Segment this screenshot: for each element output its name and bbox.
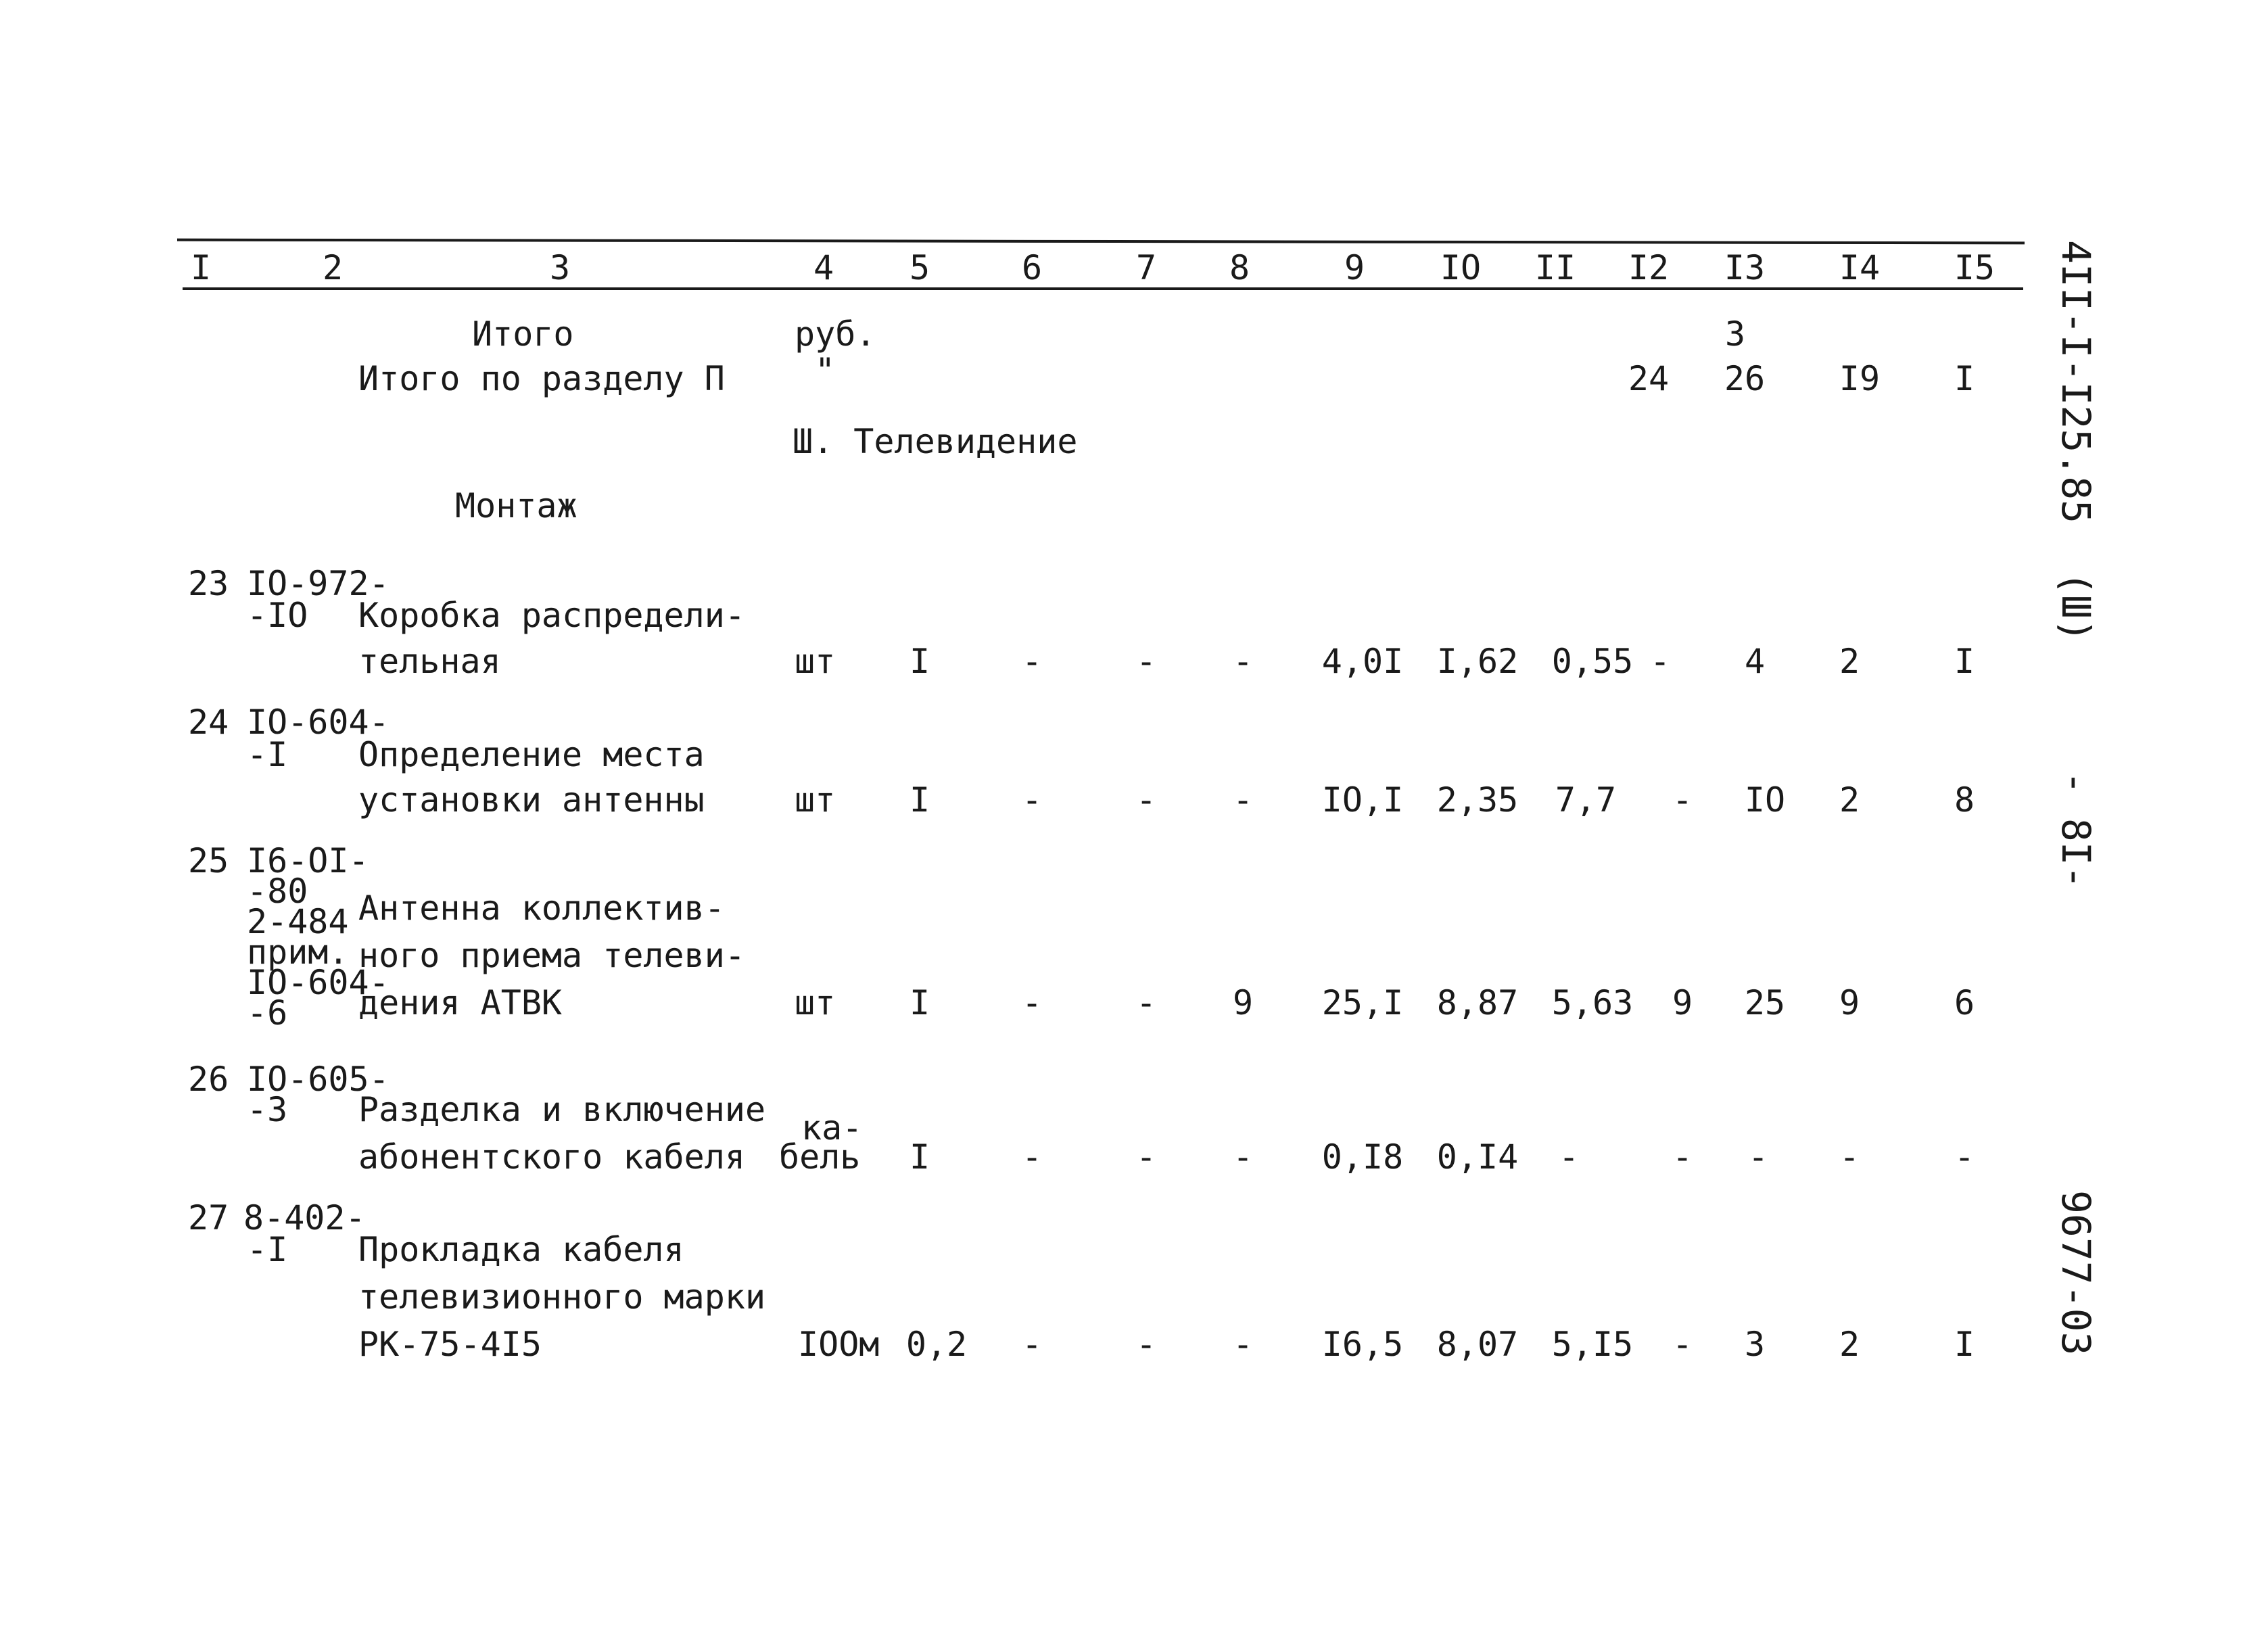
row-col-8: -: [1232, 642, 1254, 681]
header-col-3: 3: [549, 248, 571, 287]
row-col-14: 2: [1839, 780, 1860, 820]
itogo-section-label: Итого по разделу П: [358, 359, 725, 398]
header-col-14: I4: [1839, 248, 1881, 287]
row-unit: бель: [779, 1137, 861, 1177]
row-col-13: 3: [1744, 1325, 1766, 1364]
row-col-6: -: [1021, 1325, 1043, 1364]
row-code: -IO: [247, 596, 308, 635]
row-number: 23: [188, 564, 229, 603]
row-code: -80: [247, 872, 308, 911]
row-col-11: 0,55: [1551, 642, 1634, 681]
row-code: -I: [247, 1230, 288, 1269]
row-col-9: 0,I8: [1321, 1137, 1404, 1177]
itogo-section-col-12: 24: [1628, 359, 1670, 398]
row-name: Разделка и включение: [358, 1090, 766, 1129]
header-col-10: IO: [1440, 248, 1482, 287]
row-name: абонентского кабеля: [358, 1137, 745, 1177]
row-code: IO-605-: [247, 1060, 389, 1099]
row-number: 24: [188, 703, 229, 742]
row-col-13: IO: [1744, 780, 1786, 820]
row-code: I6-OI-: [247, 841, 369, 880]
row-col-6: -: [1021, 983, 1043, 1022]
row-number: 25: [188, 841, 229, 880]
header-col-12: I2: [1628, 248, 1670, 287]
row-col-12: 9: [1672, 983, 1693, 1022]
header-col-1: I: [190, 248, 212, 287]
row-code: IO-604-: [247, 703, 389, 742]
row-col-12: -: [1649, 642, 1671, 681]
header-col-11: II: [1534, 248, 1576, 287]
subsection-title: Монтаж: [455, 486, 577, 525]
row-unit: шт: [795, 780, 836, 820]
row-col-13: 4: [1744, 642, 1766, 681]
row-name: телевизионного марки: [358, 1277, 766, 1317]
row-code: 8-402-: [243, 1198, 366, 1237]
row-col-12: -: [1672, 780, 1693, 820]
row-col-10: I,62: [1436, 642, 1519, 681]
header-col-4: 4: [813, 248, 834, 287]
row-col-9: IO,I: [1321, 780, 1404, 820]
row-unit: IOOм: [798, 1325, 880, 1364]
row-col-14: 2: [1839, 642, 1860, 681]
row-col-7: -: [1135, 780, 1157, 820]
row-code: -6: [247, 993, 288, 1033]
row-name: РК-75-4I5: [358, 1325, 542, 1364]
row-col-7: -: [1135, 1325, 1157, 1364]
row-code: -3: [247, 1090, 288, 1129]
row-name: ного приема телеви-: [358, 936, 745, 975]
row-code: -I: [247, 735, 288, 774]
row-name: установки антенны: [358, 780, 705, 820]
section-title: Ш. Телевидение: [793, 422, 1078, 461]
row-col-11: -: [1558, 1137, 1580, 1177]
header-col-6: 6: [1021, 248, 1043, 287]
row-col-11: 5,63: [1551, 983, 1634, 1022]
row-col-12: -: [1672, 1137, 1693, 1177]
document-code: 4II-I-I25.85: [2053, 240, 2099, 524]
row-col-9: 4,0I: [1321, 642, 1404, 681]
row-col-14: 2: [1839, 1325, 1860, 1364]
header-col-8: 8: [1229, 248, 1250, 287]
row-name: дения АТВК: [358, 983, 563, 1022]
row-col-5: I: [909, 780, 930, 820]
row-col-7: -: [1135, 983, 1157, 1022]
row-col-9: I6,5: [1321, 1325, 1404, 1364]
header-col-15: I5: [1954, 248, 1995, 287]
row-col-10: 8,87: [1436, 983, 1519, 1022]
row-col-8: -: [1232, 1325, 1254, 1364]
row-col-6: -: [1021, 1137, 1043, 1177]
row-col-15: 8: [1954, 780, 1975, 820]
row-col-14: 9: [1839, 983, 1860, 1022]
itogo-col-13: 3: [1724, 314, 1746, 354]
top-rule: [177, 239, 2025, 245]
row-col-15: I: [1954, 1325, 1975, 1364]
itogo-section-col-15: I: [1954, 359, 1975, 398]
itogo-label: Итого: [472, 314, 574, 354]
itogo-section-col-14: I9: [1839, 359, 1881, 398]
row-number: 27: [188, 1198, 229, 1237]
row-col-6: -: [1021, 642, 1043, 681]
row-col-14: -: [1839, 1137, 1860, 1177]
header-col-2: 2: [322, 248, 344, 287]
row-name: Прокладка кабеля: [358, 1230, 684, 1269]
row-col-13: -: [1747, 1137, 1769, 1177]
row-col-8: 9: [1232, 983, 1254, 1022]
itogo-unit: руб.: [795, 314, 876, 354]
row-col-5: I: [909, 642, 930, 681]
row-col-12: -: [1672, 1325, 1693, 1364]
row-code: прим.: [247, 932, 349, 972]
volume-mark: (Ш): [2053, 571, 2099, 642]
header-col-9: 9: [1344, 248, 1365, 287]
row-unit: ка-: [801, 1108, 863, 1148]
row-col-11: 5,I5: [1551, 1325, 1634, 1364]
row-name: Коробка распредели-: [358, 596, 745, 635]
row-col-15: -: [1954, 1137, 1975, 1177]
row-col-5: I: [909, 1137, 930, 1177]
row-number: 26: [188, 1060, 229, 1099]
row-name: Определение места: [358, 735, 705, 774]
header-col-13: I3: [1724, 248, 1766, 287]
header-col-5: 5: [909, 248, 930, 287]
row-name: Антенна коллектив-: [358, 889, 725, 928]
row-col-10: 2,35: [1436, 780, 1519, 820]
row-name: тельная: [358, 642, 501, 681]
row-unit: шт: [795, 642, 836, 681]
row-code: IO-972-: [247, 564, 389, 603]
row-col-10: 0,I4: [1436, 1137, 1519, 1177]
row-col-13: 25: [1744, 983, 1786, 1022]
itogo-section-unit: ": [815, 351, 836, 390]
row-code: 2-484: [247, 902, 349, 941]
row-unit: шт: [795, 983, 836, 1022]
row-col-5: 0,2: [905, 1325, 968, 1364]
row-col-15: 6: [1954, 983, 1975, 1022]
row-col-11: 7,7: [1555, 780, 1617, 820]
row-col-10: 8,07: [1436, 1325, 1519, 1364]
archive-number: 9677-03: [2053, 1190, 2099, 1356]
header-rule: [183, 287, 2023, 290]
row-col-9: 25,I: [1321, 983, 1404, 1022]
row-col-5: I: [909, 983, 930, 1022]
row-code: IO-604-: [247, 963, 389, 1002]
page-number: - 8I-: [2053, 771, 2099, 889]
row-col-7: -: [1135, 642, 1157, 681]
row-col-7: -: [1135, 1137, 1157, 1177]
row-col-6: -: [1021, 780, 1043, 820]
row-col-15: I: [1954, 642, 1975, 681]
row-col-8: -: [1232, 1137, 1254, 1177]
header-col-7: 7: [1135, 248, 1157, 287]
row-col-8: -: [1232, 780, 1254, 820]
itogo-section-col-13: 26: [1724, 359, 1766, 398]
